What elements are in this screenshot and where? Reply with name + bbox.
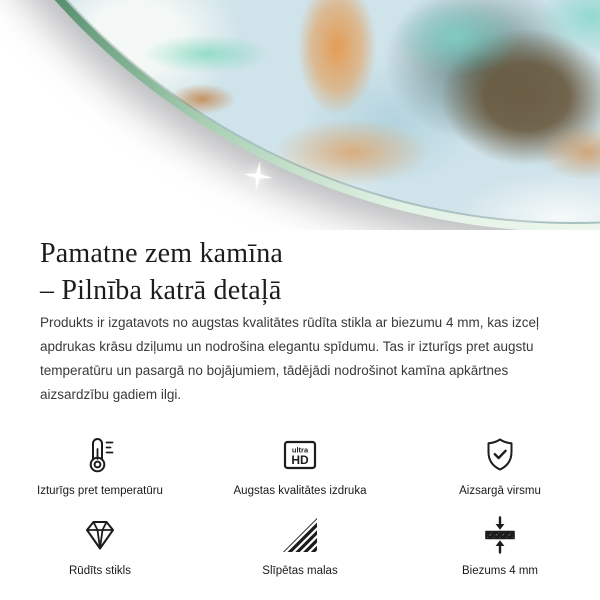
page-title <box>40 235 560 309</box>
feature-label: Slīpētas malas <box>262 565 338 577</box>
feature-label: Augstas kvalitātes izdruka <box>233 485 367 497</box>
feature-temperature <box>0 433 200 497</box>
feature-tempered-glass <box>0 513 200 577</box>
thermometer-icon <box>78 433 122 477</box>
ultra-hd-badge-bottom: HD <box>291 453 309 467</box>
shield-check-icon <box>478 433 522 477</box>
feature-surface-protection <box>400 433 600 497</box>
page-title-line1: Pamatne zem kamīna <box>40 238 284 269</box>
feature-thickness <box>400 513 600 577</box>
feature-print-quality <box>200 433 400 497</box>
sparkle-icon <box>239 157 277 195</box>
ultra-hd-icon <box>278 433 322 477</box>
content-section <box>0 235 600 407</box>
page-title-line2: – Pilnība katrā detaļā <box>40 275 282 306</box>
hero-product-image <box>0 0 600 230</box>
feature-label: Rūdīts stikls <box>69 565 131 577</box>
feature-label: Izturīgs pret temperatūru <box>37 485 163 497</box>
feature-label: Aizsargā virsmu <box>459 485 541 497</box>
feature-label: Biezums 4 mm <box>461 565 539 577</box>
ultra-hd-badge-top: ultra <box>291 445 309 455</box>
feature-polished-edges <box>200 513 400 577</box>
thickness-icon <box>478 513 522 557</box>
beveled-edges-icon <box>278 513 322 557</box>
feature-grid <box>0 433 600 577</box>
product-description: Produkts ir izgatavots no augstas kvalitātes rūdīta stikla ar biezumu 4 mm, kas izceļ apdrukas krāsu dziļumu un nodrošina elegantu spīdumu. Tas ir izturīgs pret augstu temperatūru un pasargā no bojājumiem, tādējādi nodrošinot kamīna apkārtnes aizsardzību gadiem ilgi. <box>40 315 539 402</box>
diamond-icon <box>78 513 122 557</box>
